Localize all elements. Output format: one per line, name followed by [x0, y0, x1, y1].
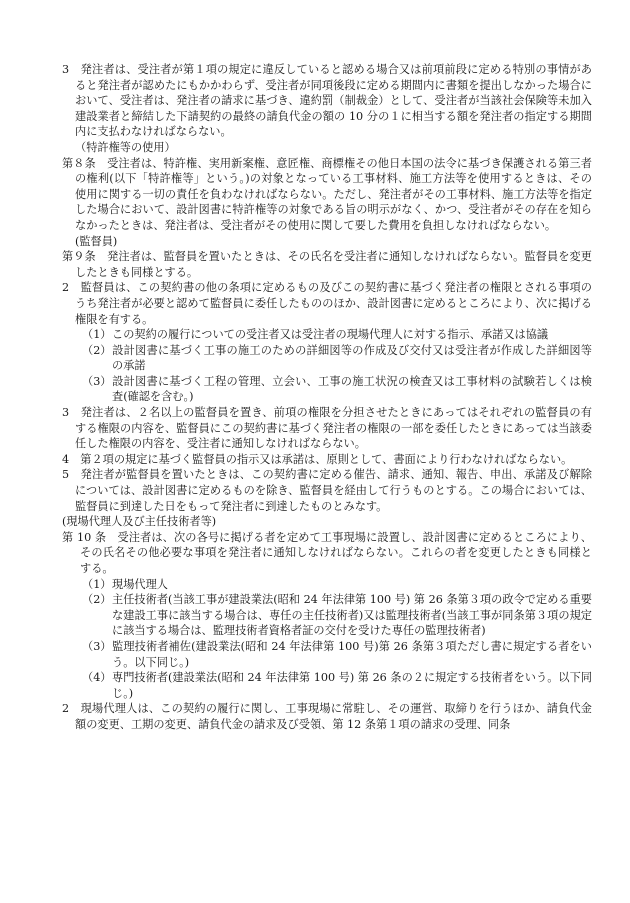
list-item-9-2-3	[62, 374, 592, 405]
item-text: 現場代理人	[112, 577, 168, 591]
paragraph-10-2: 2 現場代理人は、この契約の履行に関し、工事現場に常駐し、その運営、取締りを行うほか、請負代金額の変更、工期の変更、請負代金の請求及び受領、第 12 条第１項の請求の受理、同条	[62, 702, 592, 731]
item-text: 設計図書に基づく工事の施工のための詳細図等の作成及び交付又は受注者が作成した詳細図等の承諾	[112, 343, 592, 373]
list-item-10-4	[62, 670, 592, 701]
section-heading-supervisor: (監督員)	[75, 234, 118, 248]
list-item-10-1	[62, 577, 592, 593]
paragraph-9-5: 5 発注者が監督員を置いたときは、この契約書に定める催告、請求、通知、報告、申出、承諾及び解除については、設計図書に定めるものを除き、監督員を経由して行うものとする。この場合においては、監督員に到達した日をもって発注者に到達したものとみなす。	[62, 468, 592, 513]
item-number: （1）	[82, 328, 112, 342]
list-item-9-2-1	[62, 327, 592, 343]
section-heading-patent: （特許権等の使用）	[75, 140, 176, 154]
item-number: （2）	[82, 593, 112, 607]
paragraph-7-3: 3 発注者は、受注者が第１項の規定に違反していると認める場合又は前項前段に定める特別の事情があると発注者が認めたにもかかわらず、受注者が同項後段に定める期間内に書類を提出しなかった場合において、受注者は、発注者の請求に基づき、違約罰（制裁金）として、受注者が当該社会保険等未加入建設業者と締結した下請契約の最終の請負代金の額の 10 分の１に相当する額を発注者の指定する期間内に支払わなければならない。	[62, 63, 592, 139]
paragraph-9-4: 4 第２項の規定に基づく監督員の指示又は承諾は、原則として、書面により行わなければならない。	[62, 452, 573, 466]
list-item-10-3	[62, 639, 592, 670]
item-number: （1）	[82, 577, 112, 591]
item-text: 監理技術者補佐(建設業法(昭和 24 年法律第 100 号)第 26 条第３項ただし書に規定する者をいう。以下同じ。)	[112, 639, 592, 669]
item-number: （3）	[82, 374, 112, 388]
paragraph-9-3: 3 発注者は、２名以上の監督員を置き、前項の権限を分担させたときにあってはそれぞれの監督員の有する権限の内容を、監督員にこの契約書に基づく発注者の権限の一部を委任したときにあっては当該委任した権限の内容を、受注者に通知しなければならない。	[62, 406, 592, 451]
item-text: 専門技術者(建設業法(昭和 24 年法律第 100 号) 第 26 条の２に規定する技術者をいう。以下同じ。)	[112, 671, 592, 700]
list-item-10-2	[62, 592, 592, 639]
section-heading-site-agent: (現場代理人及び主任技術者等)	[62, 515, 217, 529]
article-9: 第９条 発注者は、監督員を置いたときは、その氏名を受注者に通知しなければならない。監督員を変更したときも同様とする。	[62, 250, 592, 279]
item-text: この契約の履行についての受注者又は受注者の現場代理人に対する指示、承諾又は協議	[112, 328, 549, 342]
item-text: 主任技術者(当該工事が建設業法(昭和 24 年法律第 100 号) 第 26 条第３項の政令で定める重要な建設工事に該当する場合は、専任の主任技術者)又は監理技術者(当該工事が同条第３項の規定に該当する場合は、監理技術者資格者証の交付を受けた専任の監理技術者)	[112, 593, 592, 638]
article-8: 第８条 受注者は、特許権、実用新案権、意匠権、商標権その他日本国の法令に基づき保護される第三者の権利(以下「特許権等」という。)の対象となっている工事材料、施工方法等を使用するときは、その使用に関する一切の責任を負わなければならない。ただし、発注者がその工事材料、施工方法等を指定した場合において、設計図書に特許権等の対象である旨の明示がなく、かつ、受注者がその存在を知らなかったときは、発注者は、受注者がその使用に関して要した費用を負担しなければならない。	[62, 156, 592, 232]
item-number: （3）	[82, 639, 112, 653]
item-number: （4）	[82, 671, 112, 685]
item-number: （2）	[82, 343, 112, 357]
article-10: 第 10 条 受注者は、次の各号に掲げる者を定めて工事現場に設置し、設計図書に定めるところにより、その氏名その他必要な事項を発注者に通知しなければならない。これらの者を変更したときも同様とする。	[62, 530, 592, 575]
paragraph-9-2: 2 監督員は、この契約書の他の条項に定めるもの及びこの契約書に基づく発注者の権限とされる事項のうち発注者が必要と認めて監督員に委任したもののほか、設計図書に定めるところにより、次に掲げる権限を有する。	[62, 281, 592, 326]
list-item-9-2-2	[62, 343, 592, 374]
item-text: 設計図書に基づく工程の管理、立会い、工事の施工状況の検査又は工事材料の試験若しくは検査(確認を含む。)	[112, 374, 592, 404]
